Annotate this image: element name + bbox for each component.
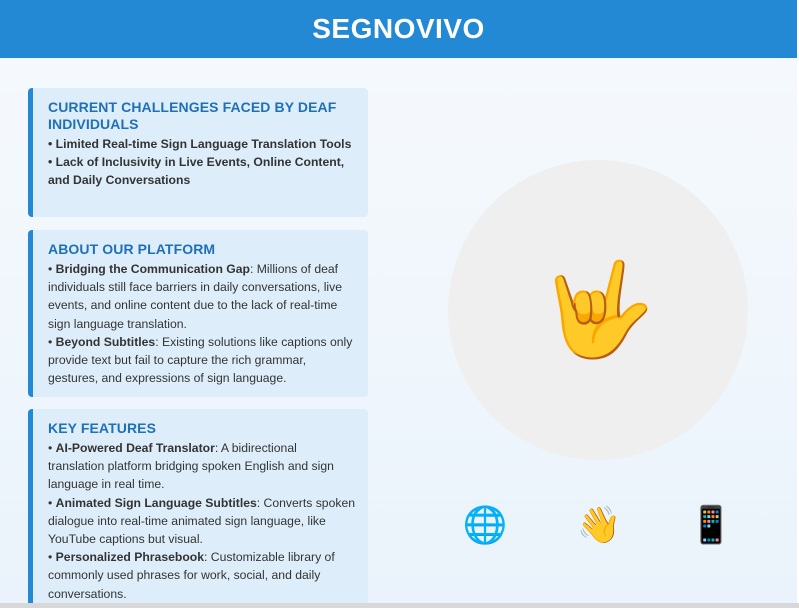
feature-item: • AI-Powered Deaf Translator: A bidirectional translation platform bridging spoken English and sign language in real time. [48,441,334,492]
about-item: • Bridging the Communication Gap: Millions of deaf individuals still face barriers in daily conversations, live events, and online content due to the lack of real-time sign language translation. [48,262,342,331]
mobile-phone-icon: 📱 [688,504,734,545]
about-card [28,230,368,397]
features-card [28,409,368,608]
hero-circle [448,160,748,460]
feature-item: • Personalized Phrasebook: Customizable library of commonly used phrases for work, social, and daily conversations. [48,550,335,601]
globe-icon: 🌐 [462,504,508,545]
page-title: SEGNOVIVO [312,13,485,44]
sign-language-hand-icon: 🤟 [540,259,656,361]
about-item: • Beyond Subtitles: Existing solutions like captions only provide text but fail to capture the rich grammar, gestures, and expressions of sign language. [48,334,353,386]
challenges-title: CURRENT CHALLENGES FACED BY DEAF INDIVIDUALS [48,99,337,132]
features-title: KEY FEATURES [48,420,157,436]
challenges-card [28,88,368,217]
challenge-item: • Limited Real-time Sign Language Translation Tools [48,137,352,151]
waving-hand-icon: 👋 [576,504,622,545]
about-title: ABOUT OUR PLATFORM [48,241,216,257]
bottom-scroll-edge [0,603,799,608]
feature-item: • Animated Sign Language Subtitles: Converts spoken dialogue into real-time animated sign language, like YouTube captions but visual. [48,495,356,547]
header-bar [0,0,797,58]
challenge-item: • Lack of Inclusivity in Live Events, Online Content, and Daily Conversations [48,155,345,188]
